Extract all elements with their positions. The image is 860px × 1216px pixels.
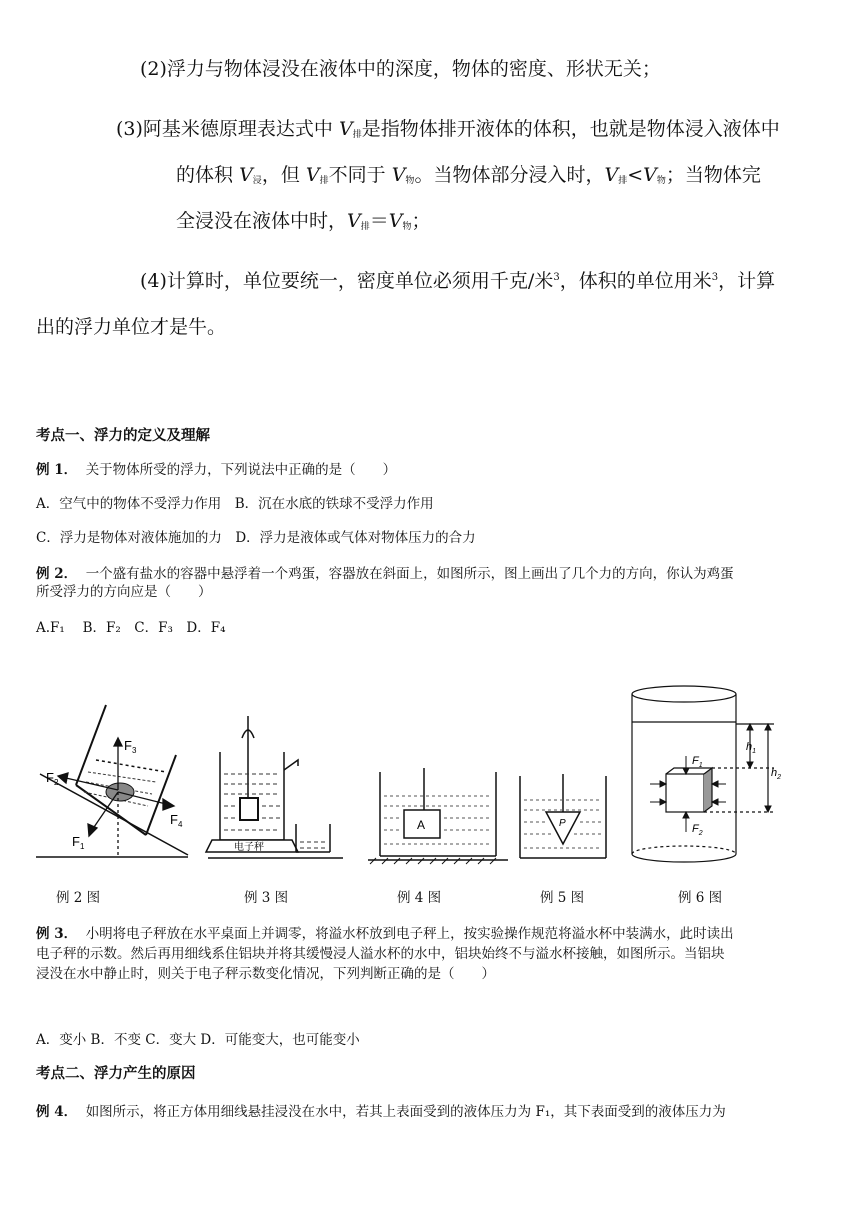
- fig6-label-h2: $h_2$: [771, 767, 782, 781]
- fig4-block-label: A: [417, 818, 426, 832]
- figure-ex5: [516, 774, 616, 864]
- ex2-stem-line1: 例 2． 一个盛有盐水的容器中悬浮着一个鸡蛋，容器放在斜面上，如图所示，图上画出了几个力的方向，你认为鸡蛋: [36, 566, 734, 582]
- fig6-label-h1: $h_1$: [746, 741, 757, 755]
- fig5-block-label: P: [559, 818, 566, 829]
- note-2: (2)浮力与物体浸没在液体中的深度，物体的密度、形状无关；: [140, 58, 661, 80]
- ex4-stem: 例 4． 如图所示，将正方体用细线悬挂浸没在水中，若其上表面受到的液体压力为 F₁，其下表面受到的液体压力为: [36, 1104, 726, 1120]
- figure-ex2: [36, 700, 196, 865]
- ex2-options: A.F₁ B．F₂ C．F₃ D．F₄: [36, 620, 226, 636]
- ex2-stem-line2: 所受浮力的方向应是（ ）: [36, 584, 212, 600]
- ex1-options-ab: A．空气中的物体不受浮力作用 B．沉在水底的铁球不受浮力作用: [36, 496, 434, 512]
- section-1-title: 考点一、浮力的定义及理解: [36, 428, 210, 444]
- caption-ex5: 例 5 图: [540, 890, 585, 906]
- ex3-stem-line3: 浸没在水中静止时，则关于电子秤示数变化情况，下列判断正确的是（ ）: [36, 966, 495, 982]
- ex3-options: A．变小 B．不变 C．变大 D．可能变大，也可能变小: [36, 1032, 360, 1048]
- fig2-label-f4: $F_4$: [170, 812, 183, 829]
- figure-ex6: [628, 684, 788, 868]
- section-2-title: 考点二、浮力产生的原因: [36, 1066, 196, 1082]
- ex1-options-cd: C．浮力是物体对液体施加的力 D．浮力是液体或气体对物体压力的合力: [36, 530, 476, 546]
- ex3-stem-line2: 电子秤的示数。然后再用细线系住铝块并将其缓慢浸人溢水杯的水中，铝块始终不与溢水杯接触，如图所示。当铝块: [36, 946, 725, 962]
- fig6-label-f1: $F_1$: [692, 755, 703, 769]
- note-3-line2: 的体积 $V_浸$，但 $V_排$不同于 $V_物$。当物体部分浸入时，$V_排<V_物$；当物体完: [176, 164, 761, 186]
- figure-ex3: [208, 712, 348, 862]
- fig6-label-f2: $F_2$: [692, 823, 703, 837]
- note-4-line2: 出的浮力单位才是牛。: [36, 316, 227, 338]
- note-3-line3: 全浸没在液体中时，$V_排=V_物$；: [176, 210, 431, 232]
- caption-ex6: 例 6 图: [678, 890, 723, 906]
- caption-ex4: 例 4 图: [397, 890, 442, 906]
- fig2-label-f2: $F_2$: [46, 770, 59, 787]
- fig3-scale-label: 电子秤: [234, 842, 264, 853]
- note-4-line1: (4)计算时，单位要统一，密度单位必须用千克/米$^3$，体积的单位用米$^3$，计算: [140, 270, 776, 292]
- fig2-label-f3: $F_3$: [124, 738, 137, 755]
- fig2-label-f1: $F_1$: [72, 834, 85, 851]
- caption-ex3: 例 3 图: [244, 890, 289, 906]
- caption-ex2: 例 2 图: [56, 890, 101, 906]
- ex1-stem: 例 1． 关于物体所受的浮力，下列说法中正确的是（ ）: [36, 462, 397, 478]
- figure-ex4: [368, 768, 508, 864]
- ex3-stem-line1: 例 3． 小明将电子秤放在水平桌面上并调零，将溢水杯放到电子秤上，按实验操作规范将溢水杯中装满水，此时读出: [36, 926, 734, 942]
- note-3-line1: (3)阿基米德原理表达式中 $V_排$是指物体排开液体的体积，也就是物体浸入液体中: [116, 118, 780, 140]
